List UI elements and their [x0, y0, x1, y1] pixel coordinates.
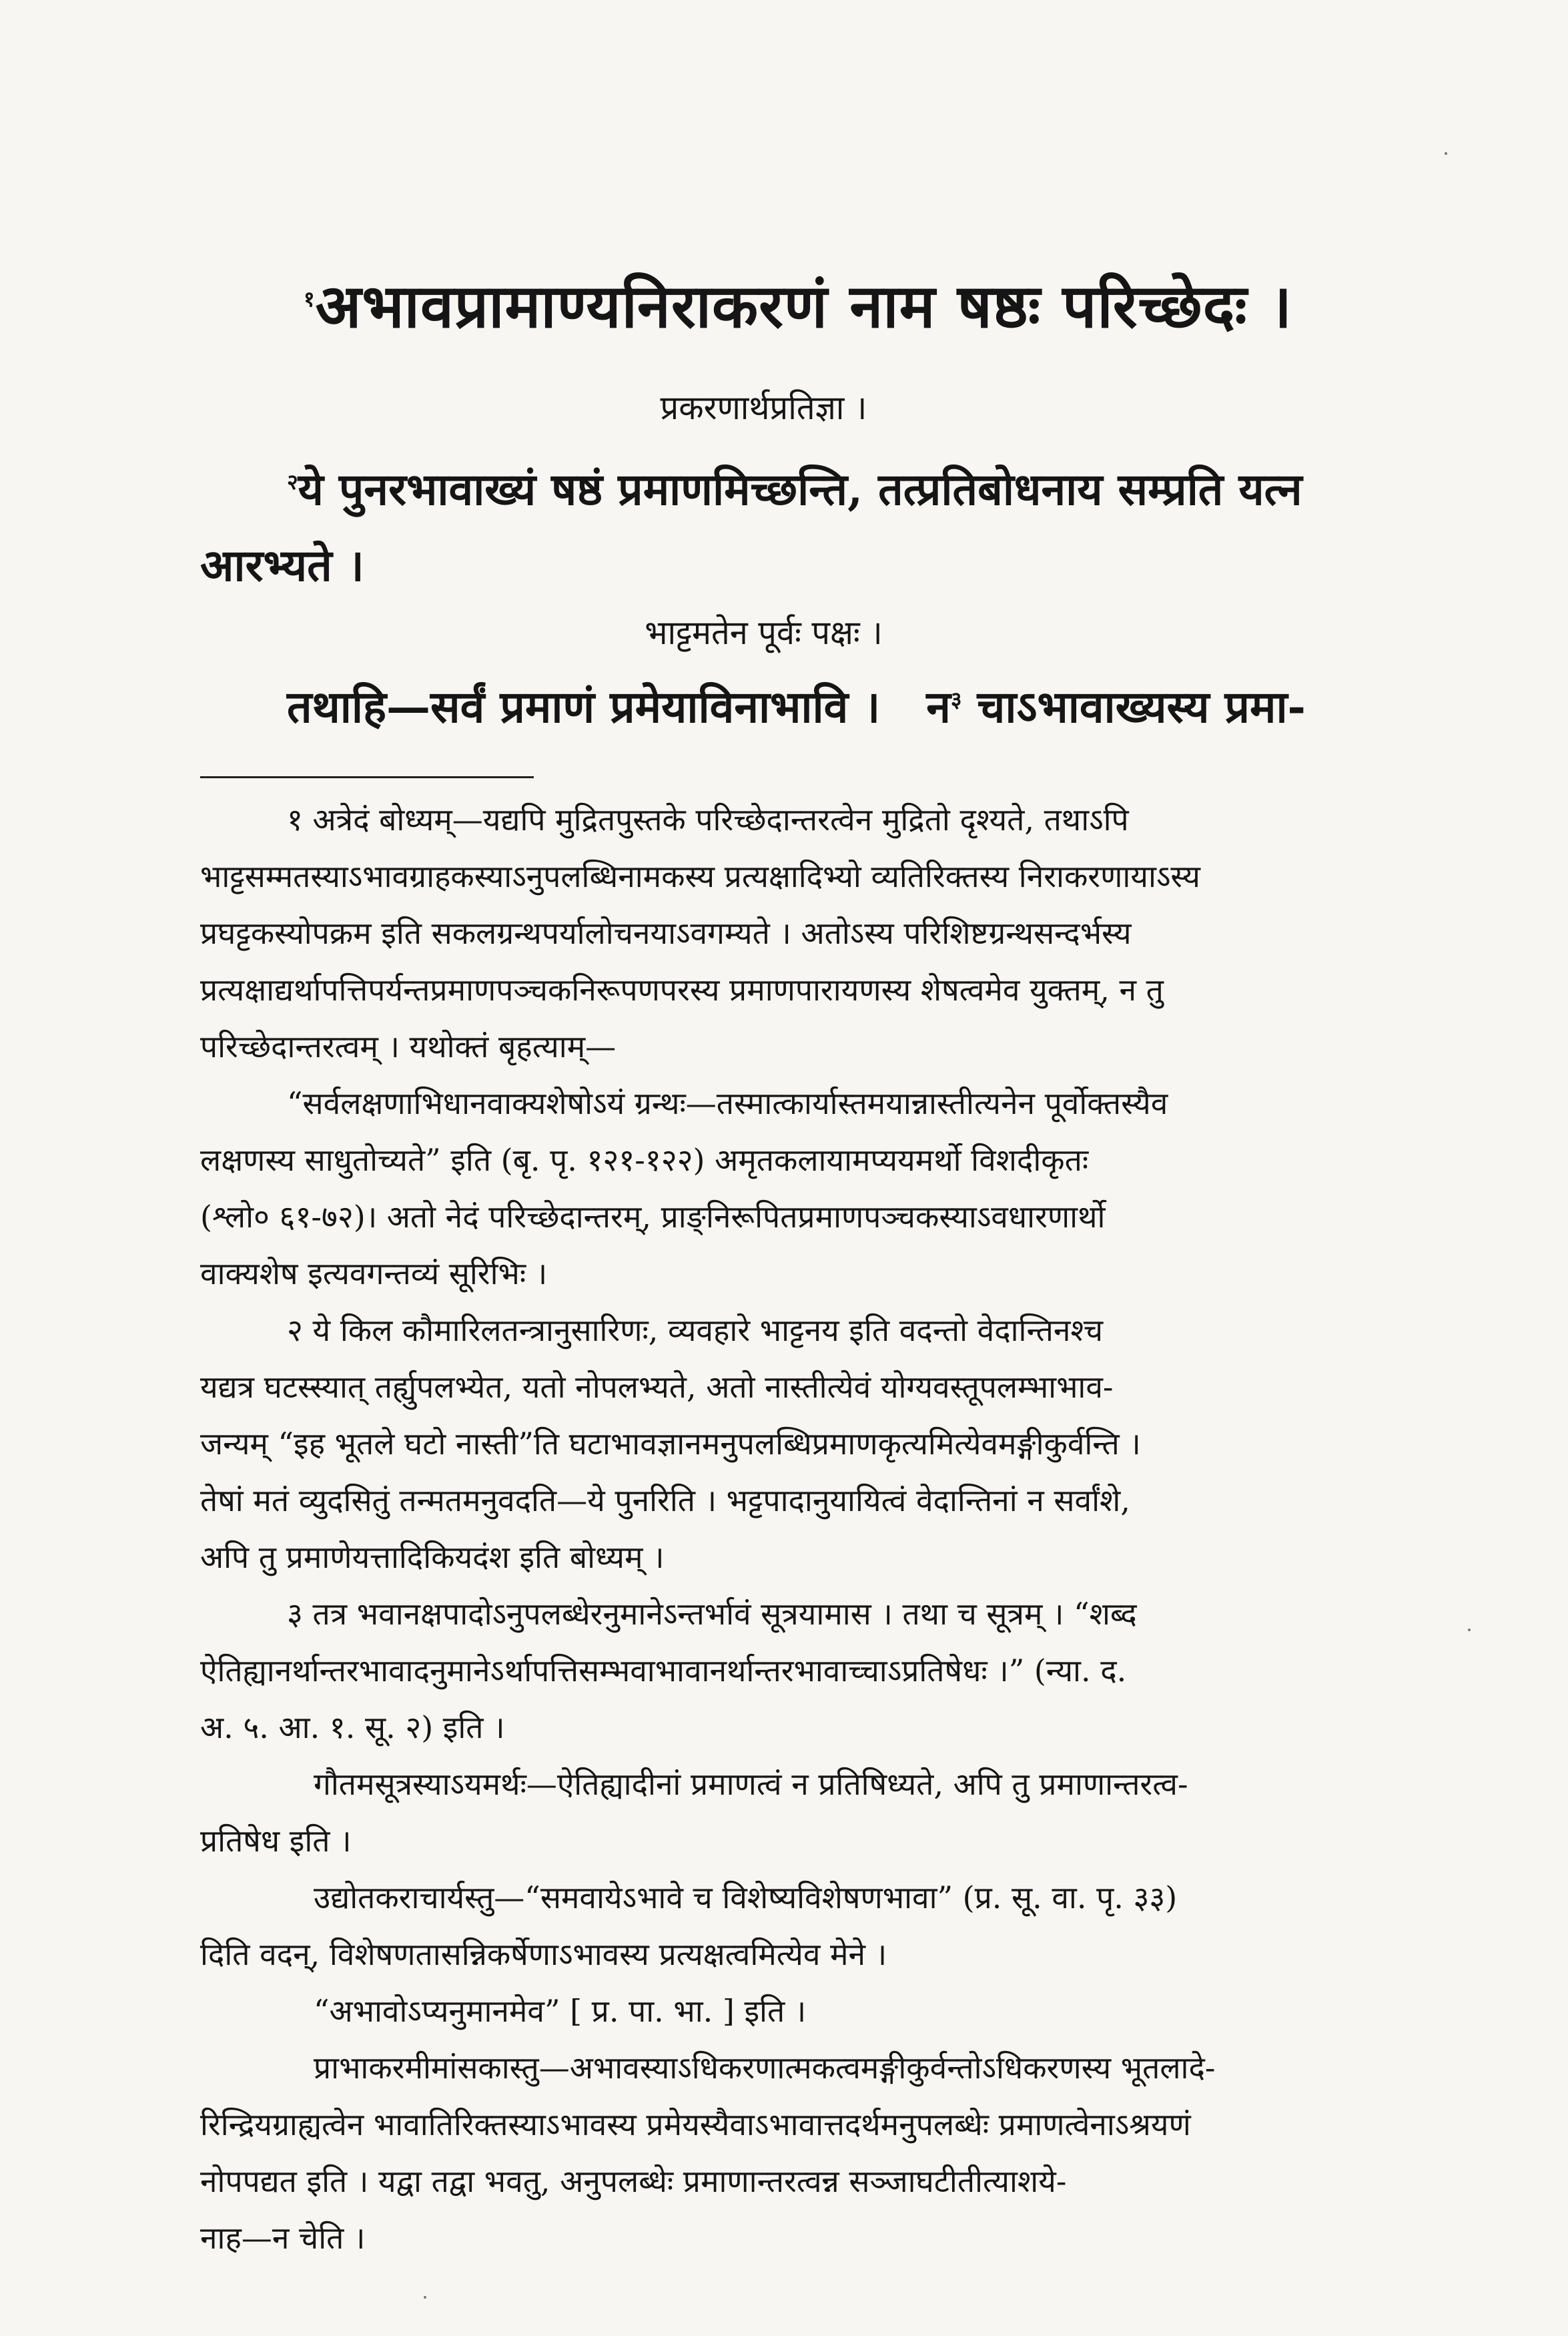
- footnote-line: वाक्यशेष इत्यवगन्तव्यं सूरिभिः ।: [200, 1255, 548, 1291]
- footnote-line: तेषां मतं व्युदसितुं तन्मतमनुवदति—ये पुनरिति । भट्टपादानुयायित्वं वेदान्तिनां न सर्वांशे,: [200, 1482, 1130, 1518]
- footnote-line: जन्यम् “इह भूतले घटो नास्ती”ति घटाभावज्ञानमनुपलब्धिप्रमाणकृत्यमित्येवमङ्गीकुर्वन्ति ।: [200, 1426, 1141, 1462]
- main-text-line-3b: न: [926, 681, 951, 733]
- footnote-marker-2: २: [287, 469, 298, 495]
- scan-speck: [424, 2296, 426, 2299]
- footnote-line: प्रघट्टकस्योपक्रम इति सकलग्रन्थपर्यालोचनयाऽवगम्यते । अतोऽस्य परिशिष्टग्रन्थसन्दर्भस्य: [200, 915, 1132, 951]
- footnote-line: नोपपद्यत इति । यद्वा तद्वा भवतु, अनुपलब्धेः प्रमाणान्तरत्वन्न सञ्जाघटीतीत्याशये-: [200, 2163, 1067, 2199]
- footnote-line: “अभावोऽप्यनुमानमेव” [ प्र. पा. भा. ] इति ।: [314, 1993, 807, 2029]
- scan-speck: [1445, 152, 1447, 155]
- scan-speck: [1468, 1629, 1471, 1631]
- footnote-line: उद्योतकराचार्यस्तु—“समवायेऽभावे च विशेष्यविशेषणभावा” (प्र. सू. वा. पृ. ३३): [314, 1879, 1178, 1916]
- footnote-line: परिच्छेदान्तरत्वम् । यथोक्तं बृहत्याम्—: [200, 1029, 617, 1065]
- footnote-line: (श्लो० ६१-७२)। अतो नेदं परिच्छेदान्तरम्, प्राङ्निरूपितप्रमाणपञ्चकस्याऽवधारणार्थो: [200, 1199, 1106, 1235]
- footnote-line: ३ तत्र भवानक्षपादोऽनुपलब्धेरनुमानेऽन्तर्भावं सूत्रयामास । तथा च सूत्रम् । “शब्द: [287, 1596, 1137, 1632]
- footnote-line: प्रतिषेध इति ।: [200, 1823, 352, 1859]
- chapter-title-text: अभावप्रामाण्यनिराकरणं नाम षष्ठः परिच्छेदः ।: [315, 271, 1293, 342]
- footnote-marker-3: ३: [950, 687, 962, 712]
- main-text-line-3c: चाऽभावाख्यस्य प्रमा-: [977, 681, 1306, 733]
- footnote-line: गौतमसूत्रस्याऽयमर्थः—ऐतिह्यादीनां प्रमाणत्वं न प्रतिषिध्यते, अपि तु प्रमाणान्तरत्व-: [314, 1766, 1188, 1802]
- main-text-line-2: आरभ्यते ।: [200, 539, 364, 591]
- topic-heading: प्रकरणार्थप्रतिज्ञा ।: [660, 388, 867, 427]
- main-text-line-1: [287, 458, 1302, 518]
- footnote-line: अ. ५. आ. १. सू. २) इति ।: [200, 1709, 505, 1745]
- footnote-line: नाह—न चेति ।: [200, 2220, 366, 2256]
- purvapaksha-heading: भाट्टमतेन पूर्वः पक्षः ।: [645, 613, 883, 652]
- footnote-line: प्रत्यक्षाद्यर्थापत्तिपर्यन्तप्रमाणपञ्चकनिरूपणपरस्य प्रमाणपारायणस्य शेषत्वमेव युक्तम्, न तु: [200, 972, 1164, 1008]
- title-footnote-marker: १: [304, 286, 316, 312]
- footnote-line: भाट्टसम्मतस्याऽभावग्राहकस्याऽनुपलब्धिनामकस्य प्रत्यक्षादिभ्यो व्यतिरिक्तस्य निराकरणायाऽस्य: [200, 858, 1200, 894]
- footnote-line: ऐतिह्यानर्थान्तरभावादनुमानेऽर्थापत्तिसम्भवाभावानर्थान्तरभावाच्चाऽप्रतिषेधः ।” (न्या. द.: [200, 1653, 1127, 1689]
- main-text-line-3: [287, 675, 1306, 736]
- footnote-line: दिति वदन्, विशेषणतासन्निकर्षेणाऽभावस्य प्रत्यक्षत्वमित्येव मेने ।: [200, 1936, 887, 1972]
- footnote-line: १ अत्रेदं बोध्यम्—यद्यपि मुद्रितपुस्तके परिच्छेदान्तरत्वेन मुद्रितो दृश्यते, तथाऽपि: [287, 802, 1129, 838]
- chapter-title: [304, 264, 1292, 345]
- footnote-line: यद्यत्र घटस्स्यात् तर्ह्युपलभ्येत, यतो नोपलभ्यते, अतो नास्तीत्येवं योग्यवस्तूपलम्भाभाव-: [200, 1369, 1114, 1405]
- footnote-line: लक्षणस्य साधुतोच्यते” इति (बृ. पृ. १२१-१२२) अमृतकलायामप्ययमर्थो विशदीकृतः: [200, 1142, 1089, 1178]
- footnote-line: अपि तु प्रमाणेयत्तादिकियदंश इति बोध्यम् ।: [200, 1539, 665, 1575]
- footnote-line: “सर्वलक्षणाभिधानवाक्यशेषोऽयं ग्रन्थः—तस्मात्कार्यास्तमयान्नास्तीत्यनेन पूर्वोक्तस्यैव: [287, 1085, 1168, 1121]
- footnote-line: २ ये किल कौमारिलतन्त्रानुसारिणः, व्यवहारे भाट्टनय इति वदन्तो वेदान्तिनश्च: [287, 1312, 1104, 1348]
- footnote-separator: [200, 776, 534, 778]
- main-text-line-3a: तथाहि—सर्वं प्रमाणं प्रमेयाविनाभावि ।: [287, 681, 881, 733]
- main-text-line-1-text: ये पुनरभावाख्यं षष्ठं प्रमाणमिच्छन्ति, तत्प्रतिबोधनाय सम्प्रति यत्न: [298, 463, 1302, 515]
- footnote-line: रिन्द्रियग्राह्यत्वेन भावातिरिक्तस्याऽभावस्य प्रमेयस्यैवाऽभावात्तदर्थमनुपलब्धेः प्रमाणत्वेनाऽश्रयणं: [200, 2106, 1191, 2142]
- footnote-line: प्राभाकरमीमांसकास्तु—अभावस्याऽधिकरणात्मकत्वमङ्गीकुर्वन्तोऽधिकरणस्य भूतलादे-: [314, 2050, 1216, 2086]
